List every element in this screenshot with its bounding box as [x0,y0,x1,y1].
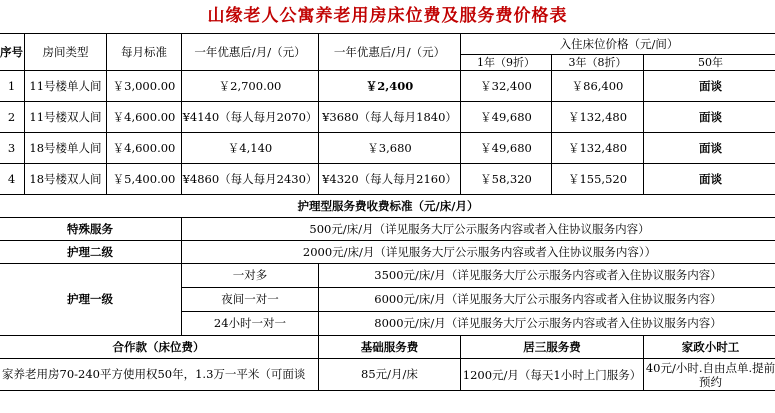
row-1-year: ￥49,680 [461,133,552,164]
row-one-year-a: ¥4140（每人每月2070） [182,102,319,133]
header-monthly: 每月标准 [107,34,182,71]
care-level2-value: 2000元/床/月（详见服务大厅公示服务内容或者入住协议服务内容）） [182,241,775,264]
row-no: 2 [0,102,25,133]
special-service-value: 500元/床/月（详见服务大厅公示服务内容或者入住协议服务内容） [182,218,775,241]
care-level1-option-value: 3500元/床/月（详见服务大厅公示服务内容或者入住协议服务内容） [319,264,775,288]
row-1-year: ￥32,400 [461,71,552,102]
row-50-year: 面谈 [644,164,775,195]
row-no: 1 [0,71,25,102]
row-3-year: ￥155,520 [552,164,644,195]
row-monthly: ￥4,600.00 [107,102,182,133]
header-1-year: 1年（9折） [461,55,552,71]
row-one-year-b: ¥4320（每人每月2160） [319,164,461,195]
care-level1-option-value: 8000元/床/月（详见服务大厅公示服务内容或者入住协议服务内容） [319,312,775,336]
special-service-label: 特殊服务 [0,218,182,241]
care-level1-option-label: 夜间一对一 [182,288,319,312]
basic-fee-value: 85元/月/床 [319,359,461,391]
table-row [0,133,775,164]
row-no: 4 [0,164,25,195]
page-title: 山缘老人公寓养老用房床位费及服务费价格表 [207,6,568,26]
table-row [0,102,775,133]
row-room-type: 11号楼单人间 [25,71,107,102]
row-no: 3 [0,133,25,164]
header-one-year-b: 一年优惠后/月/（元） [319,34,461,71]
care-heading: 护理型服务费收费标准（元/床/月） [0,195,775,218]
row-room-type: 11号楼双人间 [25,102,107,133]
header-entry-price: 入住床位价格（元/间） [461,34,775,55]
row-50-year: 面谈 [644,102,775,133]
care-level2-label: 护理二级 [0,241,182,264]
care-level1-option-value: 6000元/床/月（详见服务大厅公示服务内容或者入住协议服务内容） [319,288,775,312]
row-50-year: 面谈 [644,133,775,164]
header-no: 序号 [0,34,25,71]
row-3-year: ￥132,480 [552,133,644,164]
home-fee-value: 1200元/月（每天1小时上门服务） [461,359,644,391]
table-row [0,71,775,102]
row-3-year: ￥132,480 [552,102,644,133]
housekeeping-value: 40元/小时.自由点单.提前预约 [644,359,775,391]
care-level1-label: 护理一级 [0,264,182,336]
row-one-year-a: ¥4860（每人每月2430） [182,164,319,195]
row-room-type: 18号楼单人间 [25,133,107,164]
row-1-year: ￥58,320 [461,164,552,195]
row-monthly: ￥3,000.00 [107,71,182,102]
care-level1-option-label: 一对多 [182,264,319,288]
row-monthly: ￥4,600.00 [107,133,182,164]
coop-label: 合作款（床位费） [0,336,319,359]
basic-fee-label: 基础服务费 [319,336,461,359]
row-room-type: 18号楼双人间 [25,164,107,195]
row-one-year-b: ¥3680（每人每月1840） [319,102,461,133]
header-50-year: 50年 [644,55,775,71]
row-3-year: ￥86,400 [552,71,644,102]
coop-value: 家养老用房70-240平方使用权50年，1.3万一平米（可面谈 [0,359,319,391]
care-level1-option-label: 24小时一对一 [182,312,319,336]
row-one-year-b: ￥2,400 [319,71,461,102]
row-one-year-a: ￥2,700.00 [182,71,319,102]
header-room-type: 房间类型 [25,34,107,71]
price-table [0,33,775,391]
row-50-year: 面谈 [644,71,775,102]
row-1-year: ￥49,680 [461,102,552,133]
home-fee-label: 居三服务费 [461,336,644,359]
housekeeping-label: 家政小时工 [644,336,775,359]
row-one-year-b: ￥3,680 [319,133,461,164]
header-3-year: 3年（8折） [552,55,644,71]
row-monthly: ￥5,400.00 [107,164,182,195]
header-one-year-a: 一年优惠后/月/（元） [182,34,319,71]
table-row [0,164,775,195]
row-one-year-a: ￥4,140 [182,133,319,164]
